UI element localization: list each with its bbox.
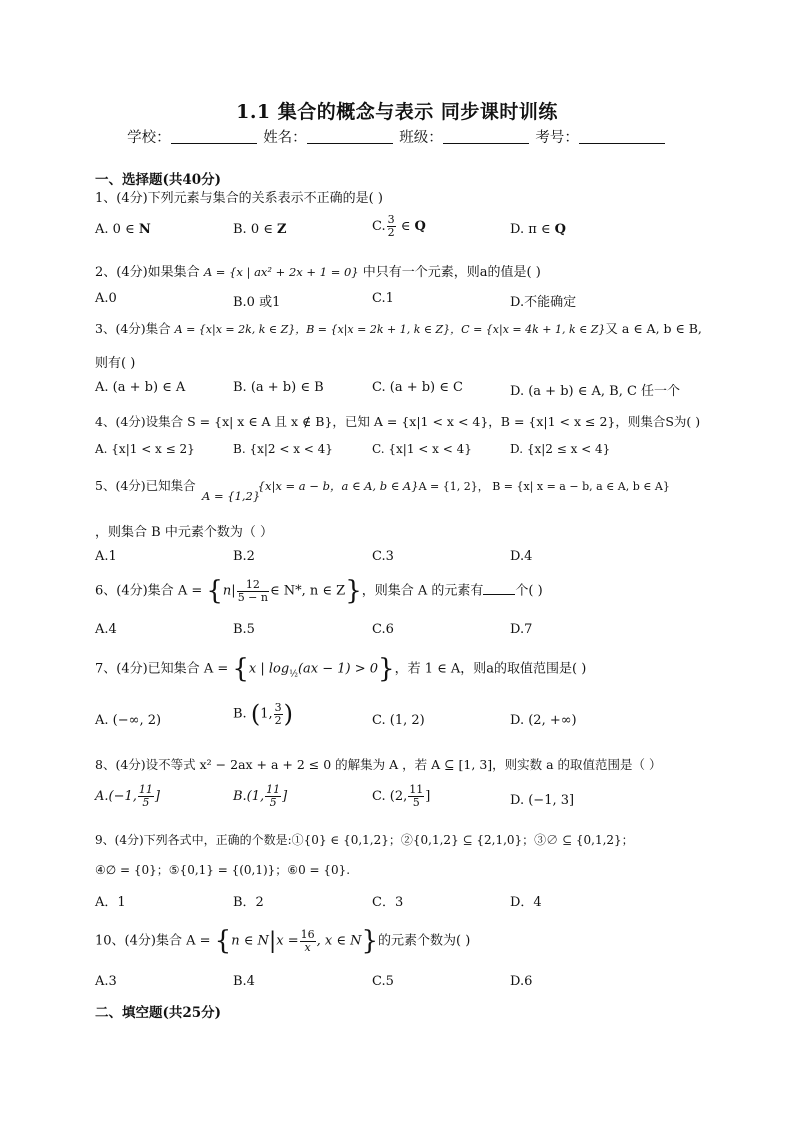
question-6-stem: 6、(4分)集合 A = {n| $\frac{12}{5 - n}$ ∈ N*, n ∈ Z}，则集合 A 的元素有 个( ) [95,576,543,606]
question-3-option-a: A. (a + b) ∈ A [95,380,186,395]
school-label: 学校： [127,130,171,146]
question-9-stem: 9、(4分)下列各式中，正确的个数是:①{0} ∈ {0,1,2}；②{0,1,2} ⊆ {2,1,0}；③∅ ⊆ {0,1,2}； [95,833,634,847]
question-8-option-c: C. (2, $\frac{11}{5}$ ] [372,783,431,809]
question-1-option-c: C. $\frac{3}{2}$ ∈ Q [372,213,426,239]
class-blank[interactable] [443,129,529,144]
question-3-option-c: C. (a + b) ∈ C [372,380,463,395]
question-1-option-b: B. 0 ∈ Z [233,222,287,237]
question-5-option-d: D.4 [510,549,533,564]
question-8-option-d: D. (−1, 3] [510,793,575,808]
question-8-option-b: B.(1, $\frac{11}{5}$ ] [233,783,288,809]
class-label: 班级： [399,130,443,146]
question-7-option-a: A. (−∞, 2) [95,713,162,728]
question-9-option-b: B．2 [233,895,264,910]
question-7-option-c: C. (1, 2) [372,713,425,728]
question-7-option-d: D. (2, +∞) [510,713,577,728]
question-7-option-b: B. (1, $\frac{3}{2}$ ) [233,700,293,728]
question-8-option-a: A.(−1, $\frac{11}{5}$ ] [95,783,160,809]
question-9-stem-line2: ④∅ = {0}；⑤{0,1} = {(0,1)}；⑥0 = {0}. [95,863,351,877]
question-10-stem: 10、(4分)集合 A = {n ∈ N|x = $\frac{16}{x}$ , x ∈ N}的元素个数为( ) [95,926,471,956]
question-1-stem: 1、(4分)下列元素与集合的关系表示不正确的是( ) [95,191,383,206]
name-label: 姓名： [263,130,307,146]
question-2-option-c: C.1 [372,291,394,306]
question-9-option-d: D．4 [510,895,542,910]
question-5-option-b: B.2 [233,549,255,564]
question-2-stem: 2、(4分)如果集合 A = {x | ax² + 2x + 1 = 0} 中只有一个元素，则a的值是( ) [95,265,541,280]
question-3-option-d: D. (a + b) ∈ A, B, C 任一个 [510,384,681,399]
name-blank[interactable] [307,129,393,144]
question-4-option-c: C. {x|1 < x < 4} [372,442,472,456]
question-3-stem: 3、(4分)集合 A = {x|x = 2k, k ∈ Z}，B = {x|x = 2k + 1, k ∈ Z}，C = {x|x = 4k + 1, k ∈ Z}又 a ∈ A, b ∈ B, [95,321,702,336]
question-7-stem: 7、(4分)已知集合 A = {x | $\log_{\frac{1}{2}}(ax - 1) > 0$}，若 1 ∈ A，则a的取值范围是( ) [95,654,587,684]
question-5-option-a: A.1 [95,549,117,564]
question-2-option-d: D.不能确定 [510,295,577,310]
question-8-stem: 8、(4分)设不等式 x² − 2ax + a + 2 ≤ 0 的解集为 A ，若 A ⊆ [1, 3]，则实数 a 的取值范围是（ ） [95,757,662,772]
question-10-option-b: B.4 [233,974,255,989]
student-info-line [0,126,794,147]
question-4-option-b: B. {x|2 < x < 4} [233,442,333,456]
question-3-option-b: B. (a + b) ∈ B [233,380,324,395]
question-6-option-b: B.5 [233,622,255,637]
question-10-option-a: A.3 [95,974,117,989]
section-heading-fill: 二、填空题(共25分) [95,1005,222,1021]
school-blank[interactable] [171,129,257,144]
question-6-option-a: A.4 [95,622,117,637]
question-4-option-d: D. {x|2 ≤ x < 4} [510,442,611,456]
question-5-option-c: C.3 [372,549,394,564]
question-9-option-c: C．3 [372,895,404,910]
question-3-stem-line2: 则有( ) [95,356,136,371]
question-6-blank[interactable] [483,582,515,595]
question-4-stem: 4、(4分)设集合 S = {x| x ∈ A 且 x ∉ B}，已知 A = {x|1 < x < 4}，B = {x|1 < x ≤ 2}，则集合S为( ) [95,414,701,429]
exam-no-blank[interactable] [579,129,665,144]
exam-no-label: 考号： [535,130,579,146]
question-5-stem-line2: ，则集合 B 中元素个数为（ ） [95,525,273,540]
question-2-option-a: A.0 [95,291,117,306]
question-2-option-b: B.0 或1 [233,295,281,310]
question-4-option-a: A. {x|1 < x ≤ 2} [95,442,195,456]
question-6-option-c: C.6 [372,622,394,637]
question-5-set-a: A = {1,2} [202,489,261,503]
question-1-option-d: D. π ∈ Q [510,222,566,237]
question-1-option-a: A. 0 ∈ N [95,222,151,237]
question-10-option-c: C.5 [372,974,394,989]
question-5-stem: 5、(4分)已知集合 {x|x = a − b，a ∈ A, b ∈ A}A = {1, 2}， B = {x| x = a − b, a ∈ A, b ∈ A} [95,478,670,493]
question-10-option-d: D.6 [510,974,533,989]
question-9-option-a: A．1 [95,895,126,910]
section-heading-choice: 一、选择题(共40分) [95,172,222,188]
question-6-option-d: D.7 [510,622,533,637]
page-title: 1.1 集合的概念与表示 同步课时训练 [236,101,558,123]
